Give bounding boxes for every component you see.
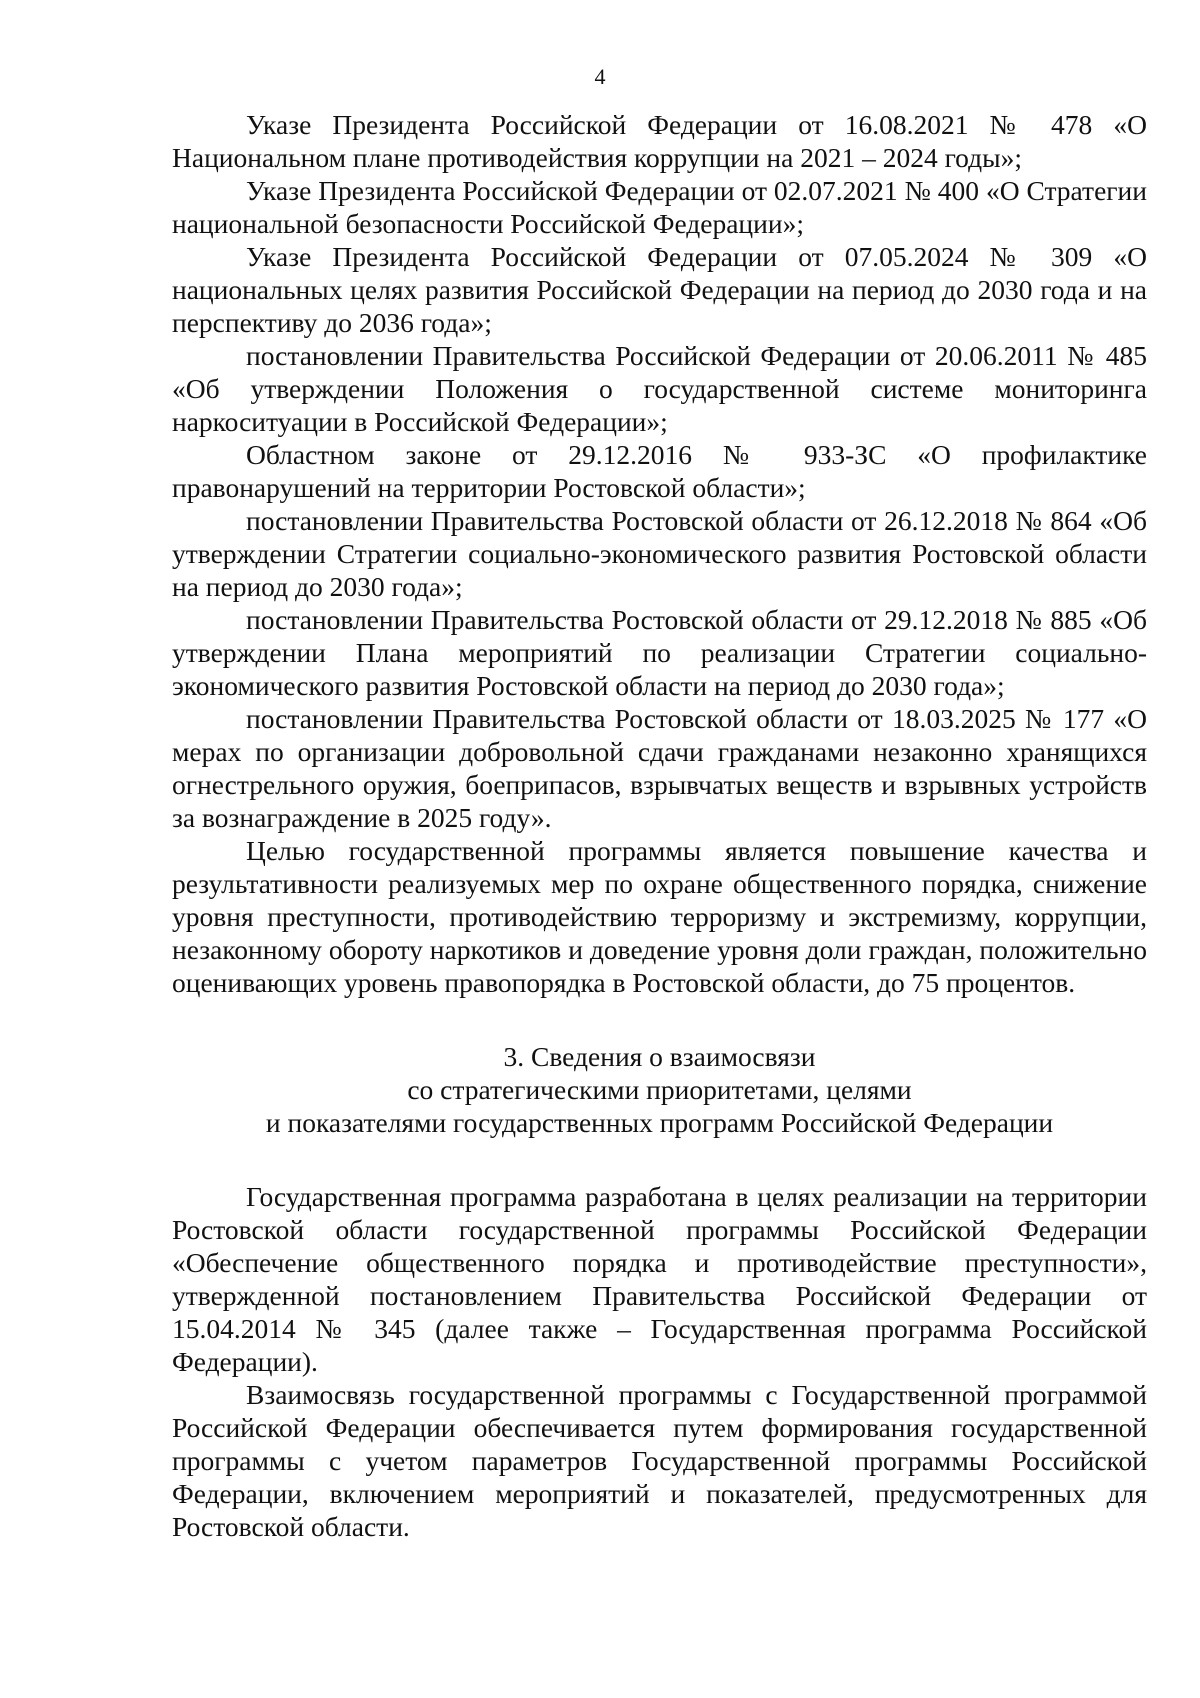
page-number: 4 <box>594 64 606 89</box>
section-heading-line: 3. Сведения о взаимосвязи <box>503 1041 816 1072</box>
paragraph-program-goal: Целью государственной программы является повышение качества и результативности реализуемых мер по охране общественного порядка, снижение уровня преступности, противодействию терроризму и экстремизму, коррупции, незаконному обороту наркотиков и доведение уровня доли граждан, положительно оценивающих уровень правопорядка в Ростовской области, до 75 процентов. <box>172 835 1147 998</box>
paragraph-resolution-885: постановлении Правительства Ростовской области от 29.12.2018 № 885 «Об утверждении Плана мероприятий по реализации Стратегии социально-экономического развития Ростовской области на период до 2030 года»; <box>172 604 1147 701</box>
paragraph-resolution-177: постановлении Правительства Ростовской области от 18.03.2025 № 177 «О мерах по организации добровольной сдачи гражданами незаконно хранящихся огнестрельного оружия, боеприпасов, взрывчатых веществ и взрывных устройств за вознаграждение в 2025 году». <box>172 703 1147 833</box>
paragraph-resolution-485: постановлении Правительства Российской Федерации от 20.06.2011 № 485 «Об утверждении Положения о государственной системе мониторинга наркоситуации в Российской Федерации»; <box>172 340 1147 437</box>
paragraph-decree-478: Указе Президента Российской Федерации от 16.08.2021 № 478 «О Национальном плане противодействия коррупции на 2021 – 2024 годы»; <box>172 109 1147 173</box>
paragraph-program-development: Государственная программа разработана в целях реализации на территории Ростовской области государственной программы Российской Федерации «Обеспечение общественного порядка и противодействие преступности», утвержденной постановлением Правительства Российской Федерации от 15.04.2014 № 345 (далее также – Государственная программа Российской Федерации). <box>172 1181 1147 1377</box>
section-heading-line: со стратегическими приоритетами, целями <box>407 1074 912 1105</box>
paragraph-regional-law-933: Областном законе от 29.12.2016 № 933-ЗС «О профилактике правонарушений на территории Ростовской области»; <box>172 439 1147 503</box>
paragraph-program-relationship: Взаимосвязь государственной программы с Государственной программой Российской Федерации обеспечивается путем формирования государственной программы с учетом параметров Государственной программы Российской Федерации, включением мероприятий и показателей, предусмотренных для Ростовской области. <box>172 1379 1147 1542</box>
section-heading <box>172 1040 1147 1139</box>
section-heading-line: и показателями государственных программ Российской Федерации <box>265 1107 1054 1138</box>
paragraph-decree-309: Указе Президента Российской Федерации от 07.05.2024 № 309 «О национальных целях развития Российской Федерации на период до 2030 года и на перспективу до 2036 года»; <box>172 241 1147 338</box>
document-body <box>172 108 1147 1543</box>
paragraph-resolution-864: постановлении Правительства Ростовской области от 26.12.2018 № 864 «Об утверждении Стратегии социально-экономического развития Ростовской области на период до 2030 года»; <box>172 505 1147 602</box>
paragraph-decree-400: Указе Президента Российской Федерации от 02.07.2021 № 400 «О Стратегии национальной безопасности Российской Федерации»; <box>172 175 1147 239</box>
